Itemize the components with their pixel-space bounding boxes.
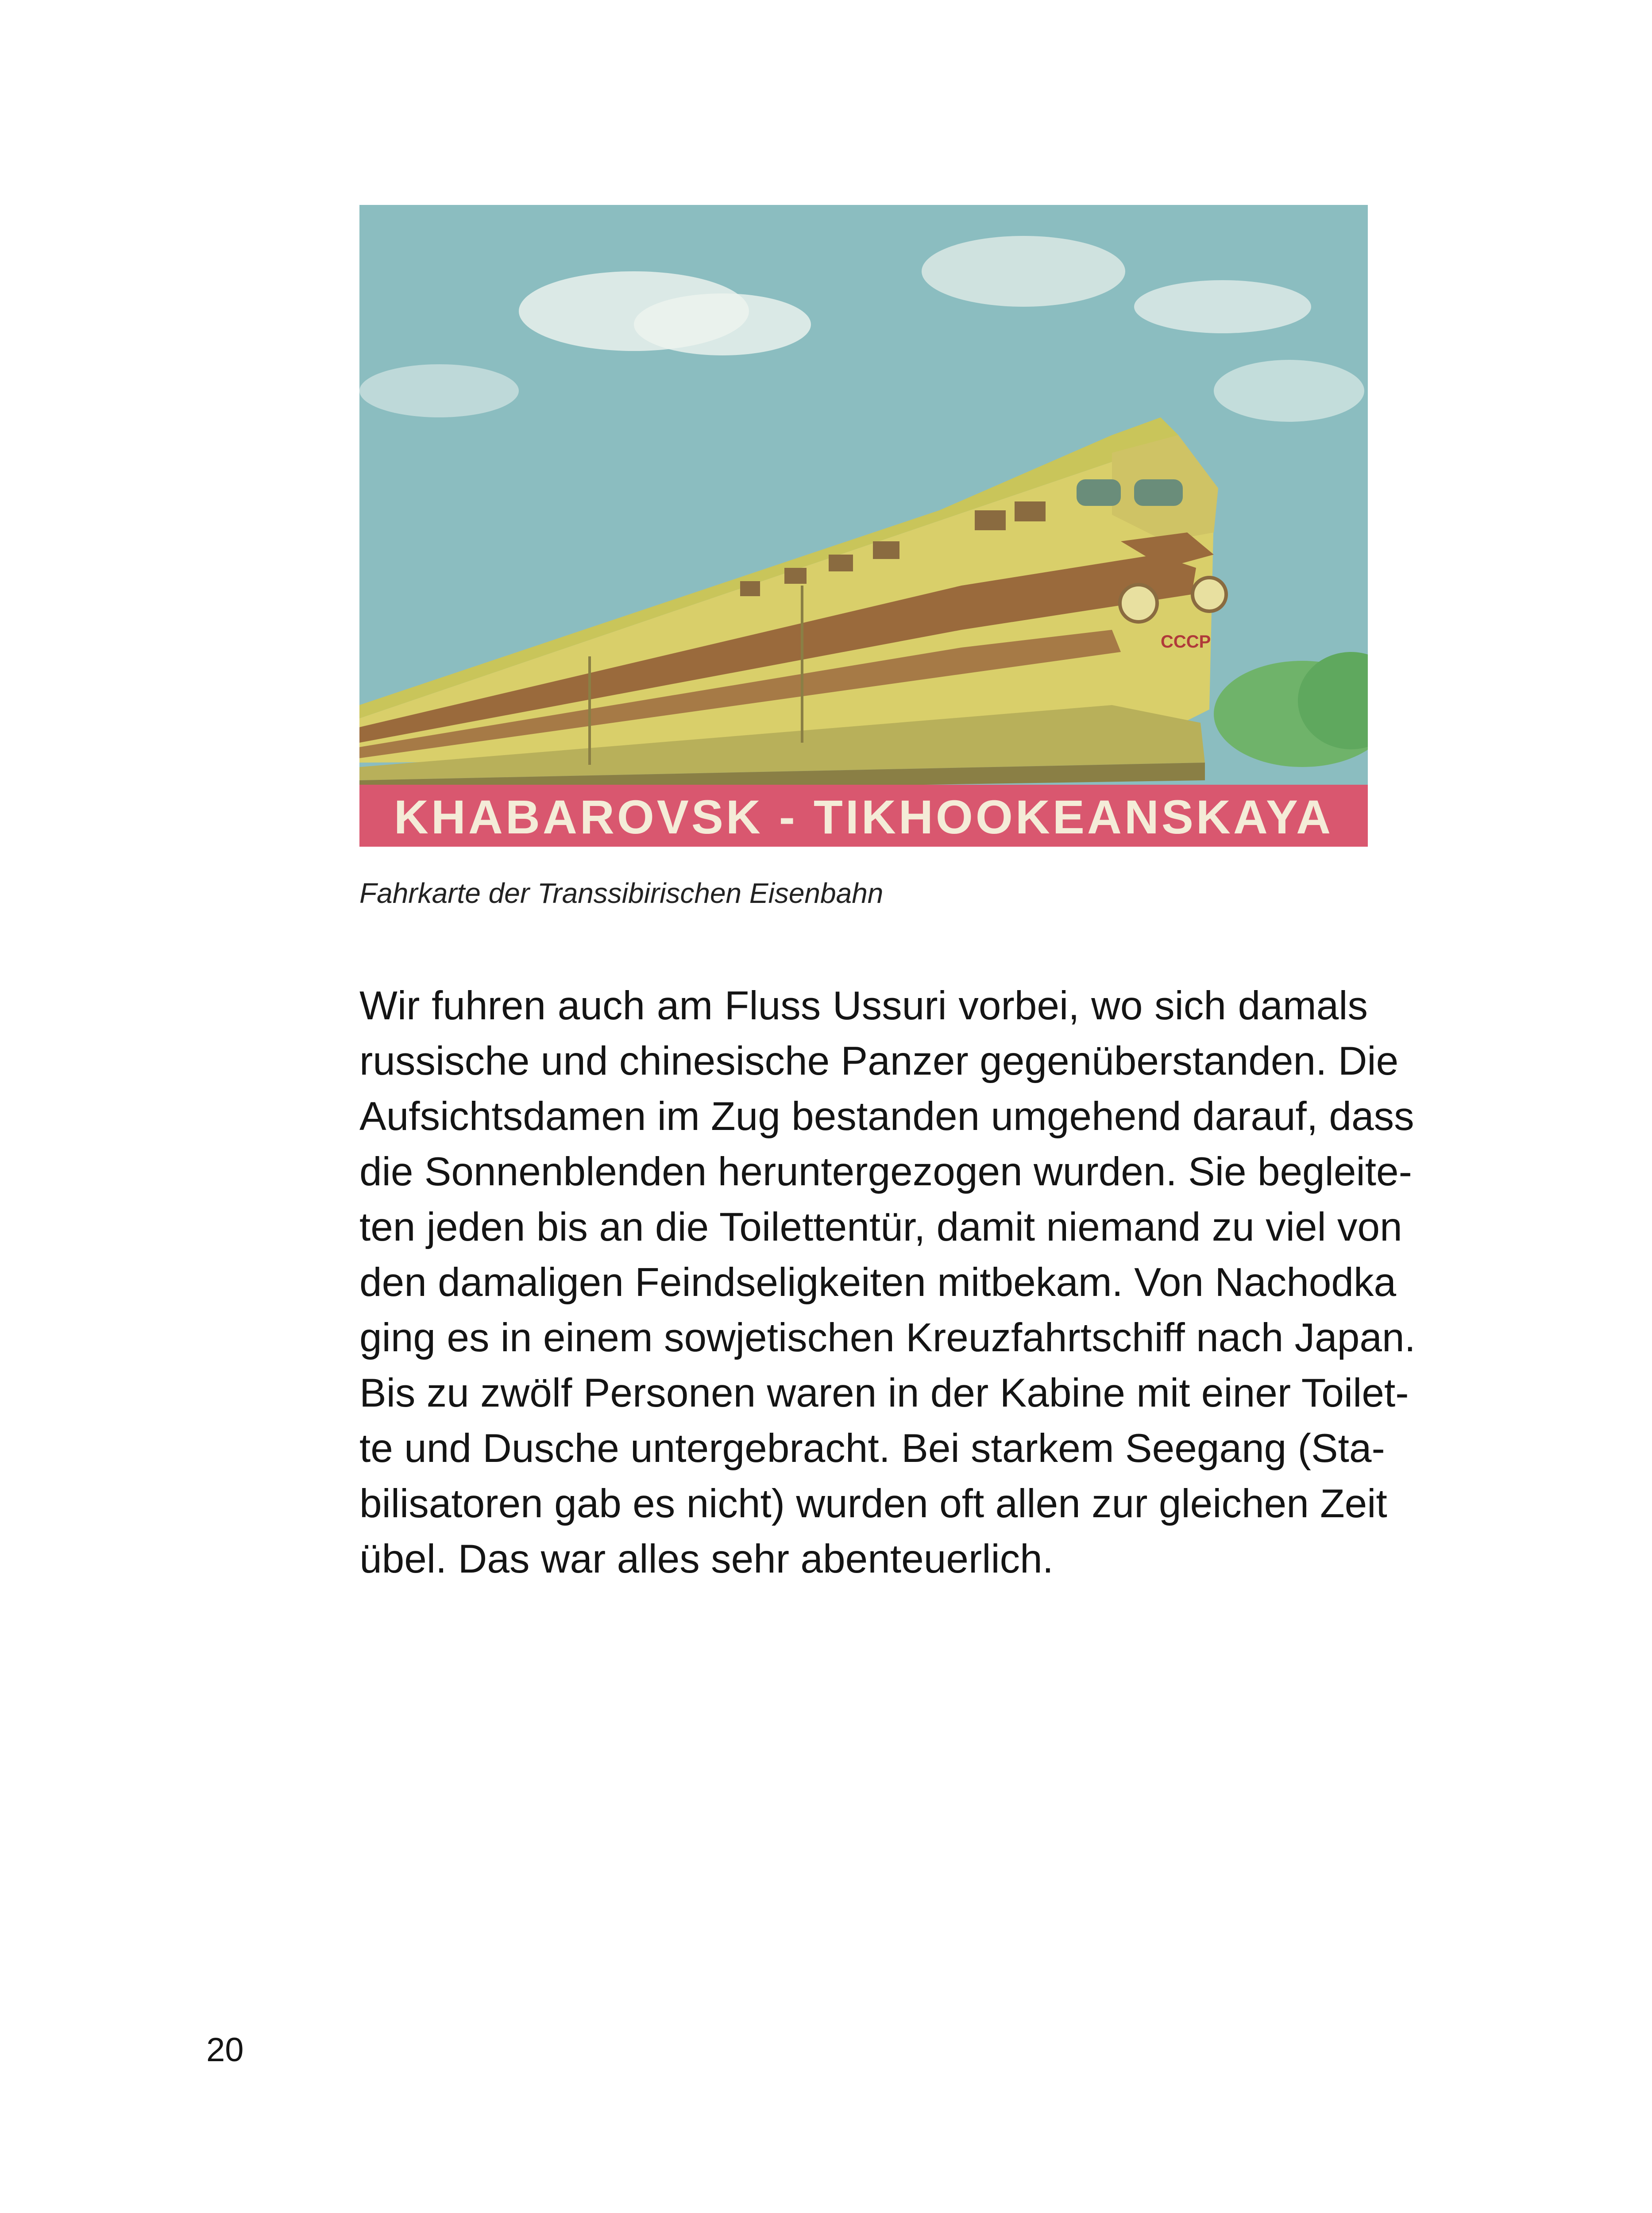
page-number: 20 <box>206 2031 244 2069</box>
figure-caption: Fahrkarte der Transsibirischen Eisenbahn <box>359 877 884 909</box>
banner-text: KHABAROVSK - TIKHOOKEANSKAYA <box>394 790 1334 844</box>
body-line: te und Dusche untergebracht. Bei starkem Seegang (Sta- <box>359 1426 1385 1471</box>
body-line: Wir fuhren auch am Fluss Ussuri vorbei, wo sich damals <box>359 983 1368 1028</box>
body-line: ging es in einem sowjetischen Kreuzfahrtschiff nach Japan. <box>359 1315 1416 1360</box>
body-line: Aufsichtsdamen im Zug bestanden umgehend darauf, dass <box>359 1094 1414 1139</box>
body-paragraph <box>359 978 1416 1587</box>
body-line: russische und chinesische Panzer gegenüberstanden. Die <box>359 1039 1399 1083</box>
body-line: Bis zu zwölf Personen waren in der Kabine mit einer Toilet- <box>359 1371 1409 1415</box>
body-line: ten jeden bis an die Toilettentür, damit niemand zu viel von <box>359 1205 1402 1249</box>
body-line: den damaligen Feindseligkeiten mitbekam. Von Nachodka <box>359 1260 1397 1305</box>
ticket-illustration <box>359 205 1368 847</box>
body-line: übel. Das war alles sehr abenteuerlich. <box>359 1537 1054 1581</box>
locomotive-plate: CCCP <box>1161 632 1211 652</box>
body-line: bilisatoren gab es nicht) wurden oft allen zur gleichen Zeit <box>359 1481 1387 1526</box>
body-line: die Sonnenblenden heruntergezogen wurden. Sie begleite- <box>359 1149 1412 1194</box>
